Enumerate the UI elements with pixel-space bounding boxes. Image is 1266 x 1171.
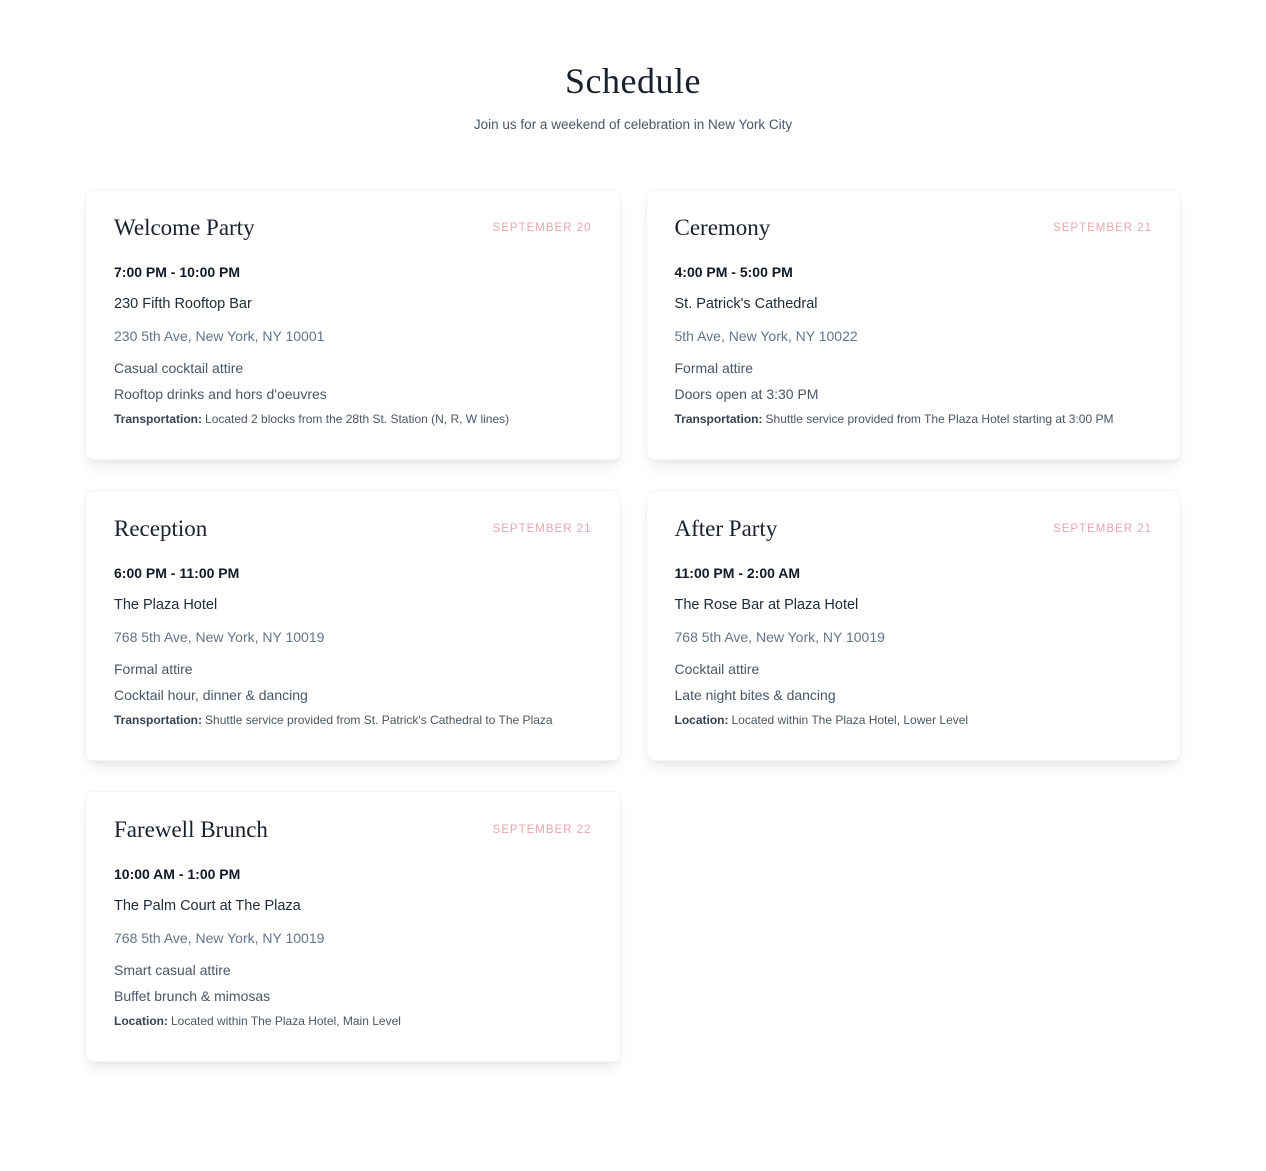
event-note-label: Location: — [114, 1014, 168, 1028]
event-attire: Cocktail attire — [674, 661, 760, 677]
event-time: 11:00 PM - 2:00 AM — [674, 565, 801, 581]
page-header — [0, 0, 1266, 132]
event-date-badge: SEPTEMBER 21 — [492, 523, 592, 535]
event-note — [114, 1011, 592, 1031]
event-card-reception — [85, 490, 621, 761]
event-address: 768 5th Ave, New York, NY 10019 — [114, 629, 325, 645]
event-note — [675, 409, 1153, 429]
event-description: Doors open at 3:30 PM — [674, 386, 819, 402]
event-time: 7:00 PM - 10:00 PM — [114, 264, 241, 280]
event-date-badge: SEPTEMBER 21 — [1053, 523, 1152, 535]
event-title: Welcome Party — [114, 215, 255, 240]
page-title: Schedule — [565, 61, 701, 101]
event-card-welcome-party — [85, 189, 621, 460]
event-note — [114, 409, 592, 429]
event-note — [114, 710, 592, 730]
event-note-text: Shuttle service provided from The Plaza Hotel starting at 3:00 PM — [765, 412, 1114, 426]
event-title: Ceremony — [674, 215, 771, 240]
event-note-text: Located 2 blocks from the 28th St. Station (N, R, W lines) — [205, 412, 510, 426]
event-description: Cocktail hour, dinner & dancing — [114, 687, 308, 703]
event-address: 230 5th Ave, New York, NY 10001 — [114, 328, 325, 344]
event-description: Rooftop drinks and hors d'oeuvres — [114, 386, 327, 402]
event-date-badge: SEPTEMBER 21 — [1053, 222, 1152, 234]
event-note-text: Located within The Plaza Hotel, Lower Level — [731, 713, 969, 727]
event-note-label: Location: — [674, 713, 729, 727]
event-note-text: Located within The Plaza Hotel, Main Level — [171, 1014, 401, 1028]
event-card-header — [675, 516, 1153, 542]
event-venue: The Rose Bar at Plaza Hotel — [674, 597, 859, 613]
event-description: Buffet brunch & mimosas — [114, 988, 271, 1004]
event-attire: Formal attire — [114, 661, 193, 677]
event-venue: The Palm Court at The Plaza — [114, 898, 301, 914]
event-card-header — [114, 516, 592, 542]
event-note-label: Transportation: — [114, 713, 203, 727]
event-attire: Formal attire — [674, 360, 754, 376]
event-address: 5th Ave, New York, NY 10022 — [674, 328, 858, 344]
event-card-ceremony — [646, 189, 1182, 460]
event-date-badge: SEPTEMBER 20 — [492, 222, 592, 234]
event-time: 4:00 PM - 5:00 PM — [674, 264, 793, 280]
event-time: 6:00 PM - 11:00 PM — [114, 565, 240, 581]
events-grid — [85, 189, 1181, 1062]
event-note — [675, 710, 1153, 730]
event-address: 768 5th Ave, New York, NY 10019 — [114, 930, 325, 946]
event-date-badge: SEPTEMBER 22 — [492, 824, 592, 836]
event-description: Late night bites & dancing — [674, 687, 836, 703]
page-subtitle: Join us for a weekend of celebration in New York City — [473, 117, 793, 132]
event-venue: The Plaza Hotel — [114, 597, 218, 613]
event-card-header — [675, 215, 1153, 241]
event-card-header — [114, 817, 592, 843]
event-note-text: Shuttle service provided from St. Patrick's Cathedral to The Plaza — [205, 713, 553, 727]
event-venue: St. Patrick's Cathedral — [674, 296, 818, 312]
event-title: Reception — [114, 516, 208, 541]
event-note-label: Transportation: — [674, 412, 763, 426]
event-card-header — [114, 215, 592, 241]
event-time: 10:00 AM - 1:00 PM — [114, 866, 241, 882]
event-venue: 230 Fifth Rooftop Bar — [114, 296, 252, 312]
event-card-after-party — [646, 490, 1182, 761]
event-note-label: Transportation: — [114, 412, 203, 426]
event-card-farewell-brunch — [85, 791, 621, 1062]
event-title: After Party — [674, 516, 778, 541]
event-address: 768 5th Ave, New York, NY 10019 — [674, 629, 885, 645]
event-attire: Casual cocktail attire — [114, 360, 244, 376]
event-attire: Smart casual attire — [114, 962, 231, 978]
event-title: Farewell Brunch — [114, 817, 268, 842]
